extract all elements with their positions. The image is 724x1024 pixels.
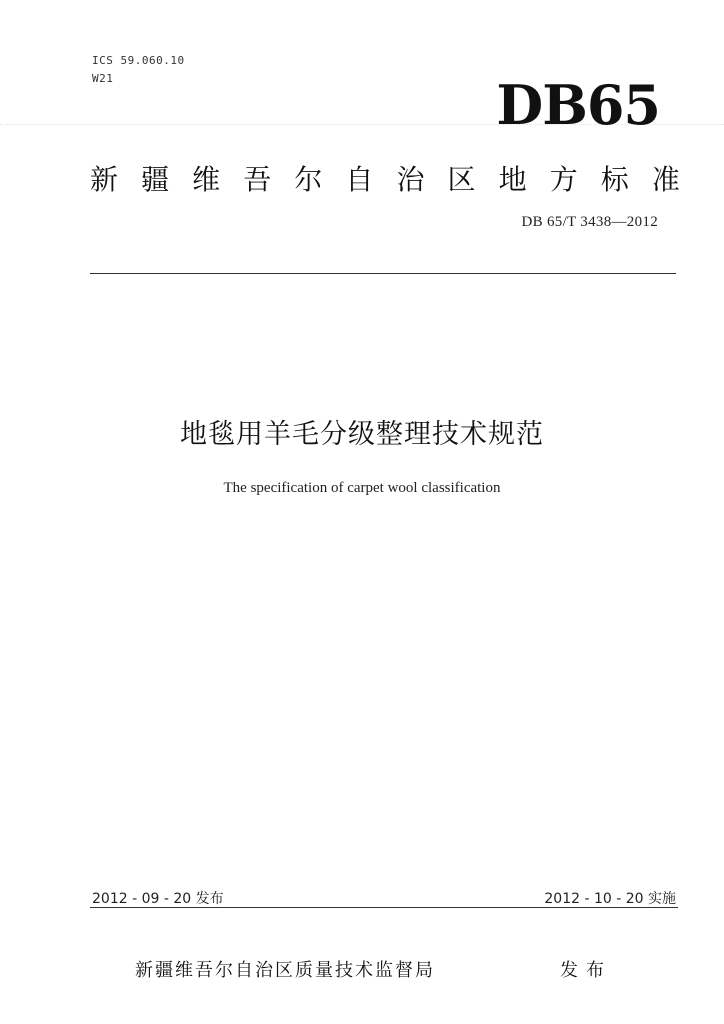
standard-type-char: 吾 (243, 163, 272, 196)
standard-type-char: 方 (549, 163, 578, 196)
standard-type-char: 地 (498, 163, 527, 196)
standard-type-char: 维 (192, 163, 221, 196)
standard-type-char: 区 (447, 163, 476, 196)
header-divider (90, 273, 676, 274)
issue-date: 2012 - 09 - 20 发布 (92, 891, 224, 907)
standard-type-char: 治 (396, 163, 425, 196)
document-title-en: The specification of carpet wool classification (223, 480, 501, 496)
db65-logo: DB65 (496, 73, 660, 137)
issuing-authority: 新疆维吾尔自治区质量技术监督局 (135, 960, 435, 981)
standard-type-char: 新 (90, 163, 119, 196)
standard-type-char: 标 (600, 163, 629, 196)
ics-code: ICS 59.060.10 (92, 54, 185, 67)
standard-number: DB 65/T 3438—2012 (521, 214, 658, 230)
publish-label: 发布 (560, 960, 612, 981)
standard-type-char: 准 (651, 163, 680, 196)
standard-type-heading (90, 158, 680, 198)
standard-type-char: 自 (345, 163, 374, 196)
classification-code: W21 (92, 72, 114, 85)
implementation-date: 2012 - 10 - 20 实施 (544, 891, 676, 907)
standard-type-char: 疆 (141, 163, 170, 196)
document-title-zh: 地毯用羊毛分级整理技术规范 (180, 419, 544, 450)
standard-type-char: 尔 (294, 163, 323, 196)
footer-divider (90, 907, 678, 908)
